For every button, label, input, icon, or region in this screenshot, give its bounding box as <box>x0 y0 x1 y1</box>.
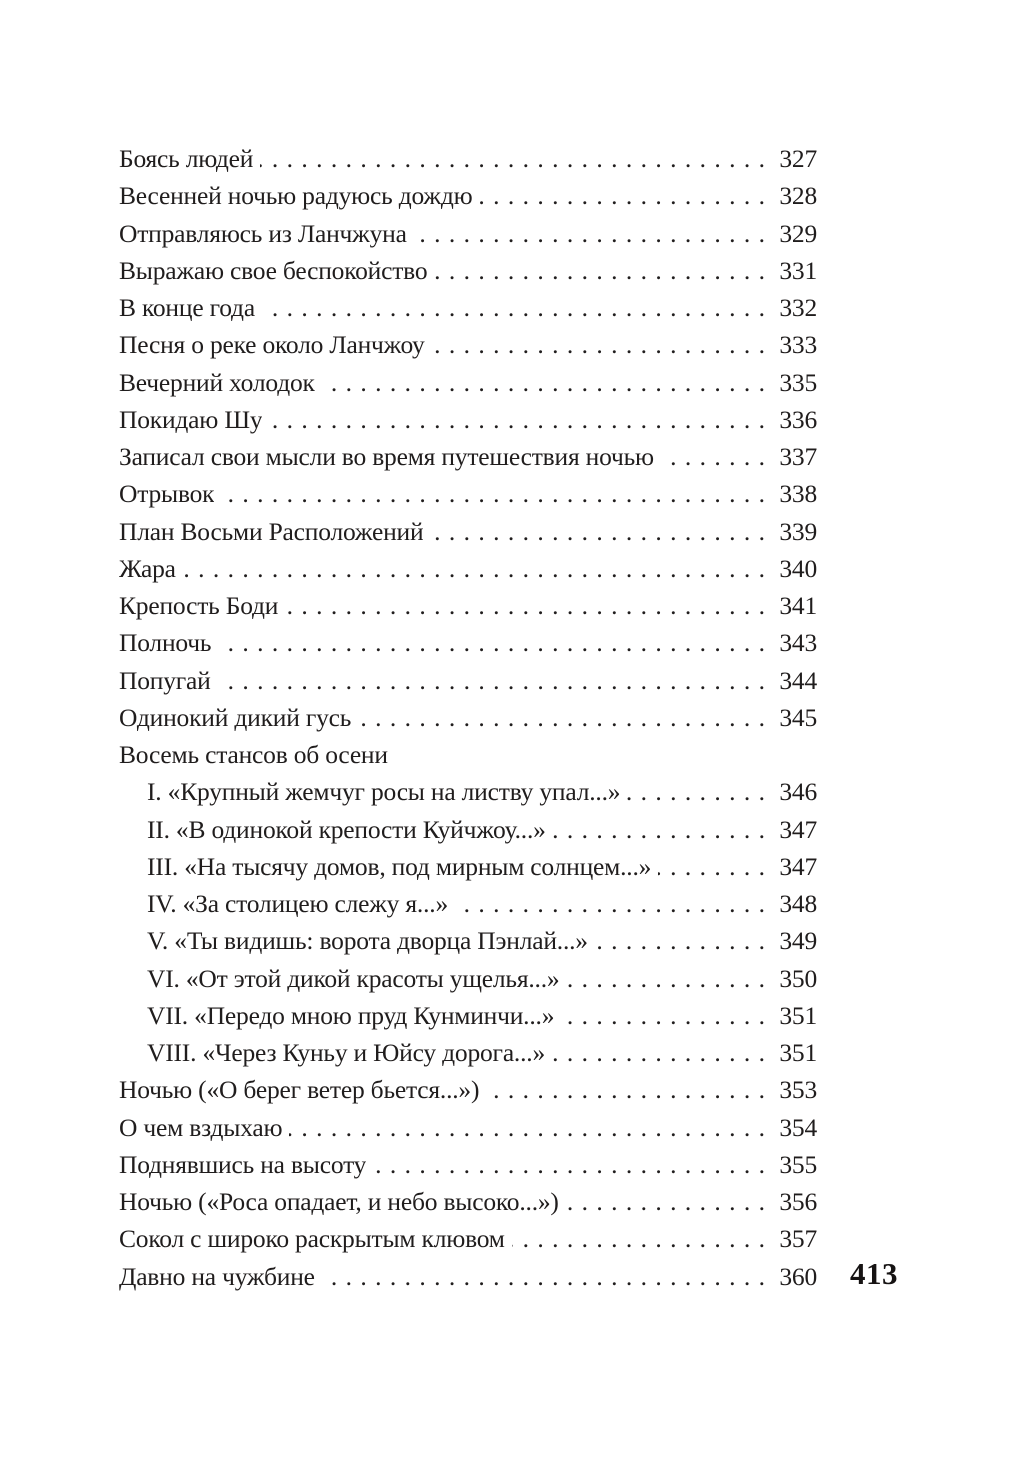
toc-entry <box>119 587 817 624</box>
toc-entry-title: II. «В одинокой крепости Куйчжоу...» <box>147 814 546 844</box>
toc-entry <box>119 140 817 177</box>
toc-entry-title: Песня о реке около Ланчжоу <box>119 330 425 360</box>
toc-entry-page: 340 <box>779 553 817 583</box>
toc-entry <box>119 1220 817 1257</box>
dot-leader <box>322 1258 766 1295</box>
toc-entry-title: Ночью («О берег ветер бьется...») <box>119 1075 480 1105</box>
toc-entry <box>119 177 817 214</box>
toc-entry-title: III. «На тысячу домов, под мирным солнцем...» <box>147 851 652 881</box>
toc-entry-page: 347 <box>779 851 817 881</box>
toc-entry <box>119 1258 817 1295</box>
toc-entry-page: 331 <box>779 255 817 285</box>
toc-entry-page: 337 <box>779 442 817 471</box>
toc-entry <box>119 960 817 997</box>
toc-entry-page: 356 <box>779 1187 817 1216</box>
toc-entry-title: Вечерний холодок <box>119 367 315 397</box>
toc-entry-title: Боясь людей <box>119 144 254 173</box>
toc-entry-page: 354 <box>779 1112 817 1142</box>
toc-entry-title: Полночь <box>119 628 212 658</box>
toc-entry-title: О чем вздыхаю <box>119 1112 283 1142</box>
dot-leader <box>221 475 766 512</box>
dot-leader <box>566 1183 766 1220</box>
toc-entry <box>119 885 817 922</box>
toc-entry-title: I. «Крупный жемчуг росы на листву упал...» <box>147 777 621 807</box>
toc-entry <box>119 289 817 326</box>
toc-entry <box>119 997 817 1034</box>
dot-leader <box>430 513 766 550</box>
toc-entry <box>119 1183 817 1220</box>
toc-entry-page: 346 <box>779 777 817 807</box>
dot-leader <box>661 438 766 475</box>
toc-list <box>119 140 817 1295</box>
toc-entry-page: 338 <box>779 479 817 509</box>
dot-leader <box>218 662 766 699</box>
toc-entry-title: Попугай <box>119 665 211 695</box>
toc-entry <box>119 252 817 289</box>
toc-entry-page: 328 <box>779 181 817 211</box>
toc-entry <box>119 811 817 848</box>
dot-leader <box>455 885 766 922</box>
toc-entry-page: 351 <box>779 1038 817 1067</box>
toc-entry-title: Поднявшись на высоту <box>119 1149 367 1179</box>
toc-entry <box>119 438 817 475</box>
toc-entry-page: 343 <box>779 628 817 658</box>
toc-entry-title: План Восьми Расположений <box>119 516 424 546</box>
toc-entry-title: Записал свои мысли во время путешествия ночью <box>119 442 654 471</box>
toc-entry-page: 351 <box>779 1000 817 1030</box>
toc-entry <box>119 215 817 252</box>
toc-entry <box>119 848 817 885</box>
toc-entry-page: 329 <box>779 218 817 248</box>
toc-entry-page: 332 <box>779 293 817 322</box>
toc-entry-page: 349 <box>779 926 817 956</box>
toc-entry <box>119 1146 817 1183</box>
dot-leader <box>285 587 766 624</box>
toc-entry-title: Отрывок <box>119 479 215 509</box>
dot-leader <box>627 773 766 810</box>
toc-entry-title: IV. «За столицею слежу я...» <box>147 889 448 918</box>
dot-leader <box>658 848 766 885</box>
toc-entry-title: VI. «От этой дикой красоты ущелья...» <box>147 963 560 993</box>
toc-entry-title: Восемь стансов об осени <box>119 740 388 769</box>
dot-leader <box>262 289 766 326</box>
dot-leader <box>414 215 766 252</box>
dot-leader <box>566 960 766 997</box>
dot-leader <box>432 326 766 363</box>
toc-entry-title: Крепость Боди <box>119 591 279 620</box>
page-number-folio: 413 <box>850 1256 898 1291</box>
toc-entry-page: 327 <box>779 144 817 173</box>
dot-leader <box>595 922 766 959</box>
dot-leader <box>561 997 766 1034</box>
toc-entry-page: 357 <box>779 1224 817 1254</box>
toc-entry <box>119 736 817 773</box>
toc-entry-page: 335 <box>779 367 817 397</box>
toc-entry-page: 355 <box>779 1149 817 1179</box>
toc-entry-title: Ночью («Роса опадает, и небо высоко...») <box>119 1187 559 1216</box>
dot-leader <box>269 401 766 438</box>
toc-entry-title: Сокол с широко раскрытым клювом <box>119 1224 505 1254</box>
toc-entry-page: 360 <box>779 1261 817 1291</box>
toc-entry-page: 344 <box>779 665 817 695</box>
toc-entry-page: 333 <box>779 330 817 360</box>
dot-leader <box>322 364 766 401</box>
toc-entry <box>119 624 817 661</box>
toc-entry <box>119 699 817 736</box>
toc-entry <box>119 1071 817 1108</box>
dot-leader <box>289 1109 766 1146</box>
dot-leader <box>183 550 766 587</box>
toc-entry-page: 347 <box>779 814 817 844</box>
toc-entry-title: Весенней ночью радуюсь дождю <box>119 181 473 211</box>
toc-entry <box>119 475 817 512</box>
toc-entry-title: VII. «Передо мною пруд Кунминчи...» <box>147 1000 555 1030</box>
dot-leader <box>479 177 766 214</box>
toc-entry <box>119 326 817 363</box>
dot-leader <box>260 140 766 177</box>
toc-entry-title: Отправляюсь из Ланчжуна <box>119 218 407 248</box>
toc-entry-page: 345 <box>779 702 817 732</box>
toc-entry-title: VIII. «Через Куньу и Юйсу дорога...» <box>147 1038 546 1067</box>
dot-leader <box>512 1220 766 1257</box>
dot-leader <box>434 252 766 289</box>
dot-leader <box>373 1146 766 1183</box>
toc-entry-title: V. «Ты видишь: ворота дворца Пэнлай...» <box>147 926 588 956</box>
dot-leader <box>486 1071 766 1108</box>
toc-entry-title: Жара <box>119 553 176 583</box>
toc-entry-title: Давно на чужбине <box>119 1261 315 1291</box>
toc-entry <box>119 1034 817 1071</box>
toc-entry-page: 341 <box>779 591 817 620</box>
toc-entry <box>119 401 817 438</box>
toc-entry <box>119 773 817 810</box>
dot-leader <box>553 811 766 848</box>
dot-leader <box>358 699 766 736</box>
toc-entry <box>119 364 817 401</box>
toc-entry-page: 348 <box>779 889 817 918</box>
toc-entry-title: Покидаю Шу <box>119 404 263 434</box>
dot-leader <box>218 624 766 661</box>
toc-entry <box>119 1109 817 1146</box>
toc-entry-page: 336 <box>779 404 817 434</box>
dot-leader <box>552 1034 766 1071</box>
toc-entry <box>119 513 817 550</box>
toc-entry-title: В конце года <box>119 293 255 322</box>
toc-entry-title: Одинокий дикий гусь <box>119 702 352 732</box>
toc-entry-title: Выражаю свое беспокойство <box>119 255 428 285</box>
toc-entry-page: 350 <box>779 963 817 993</box>
toc-entry-page: 353 <box>779 1075 817 1105</box>
toc-entry <box>119 662 817 699</box>
toc-entry <box>119 550 817 587</box>
toc-entry <box>119 922 817 959</box>
toc-entry-page: 339 <box>779 516 817 546</box>
